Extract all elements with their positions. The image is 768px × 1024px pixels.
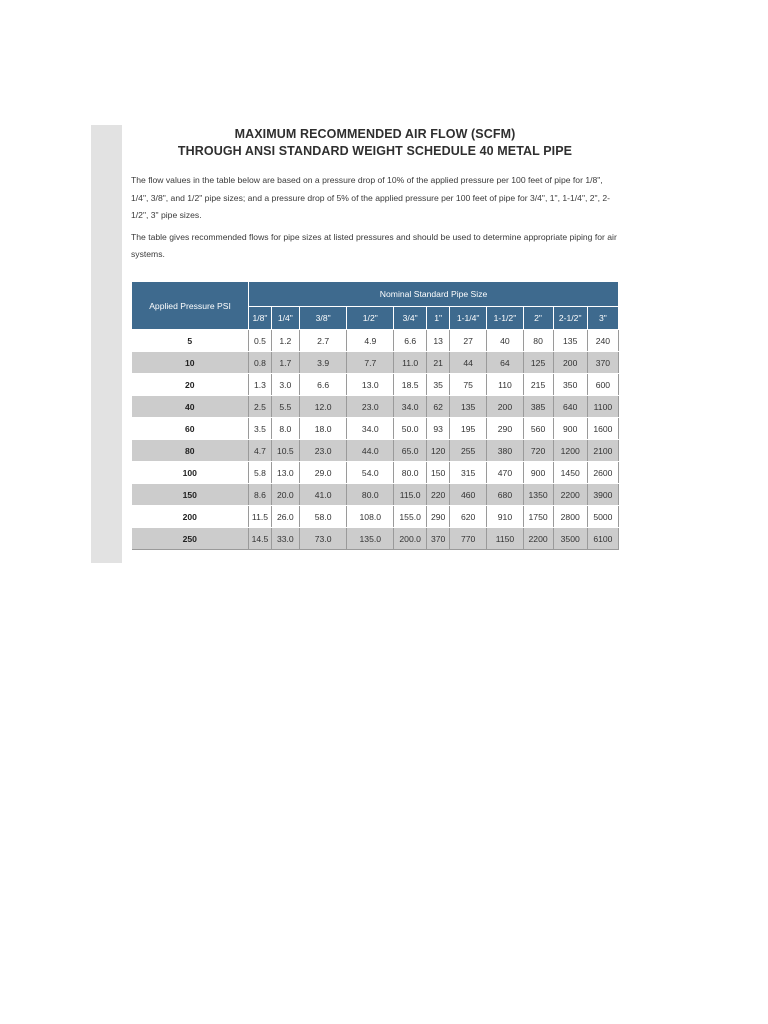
flow-value-cell: 34.0 <box>347 418 394 440</box>
pressure-cell: 200 <box>132 506 249 528</box>
flow-value-cell: 1150 <box>487 528 523 550</box>
flow-value-cell: 1.2 <box>271 330 299 352</box>
flow-value-cell: 200.0 <box>394 528 427 550</box>
pipe-size-header: 3" <box>587 307 618 330</box>
flow-value-cell: 620 <box>450 506 487 528</box>
flow-value-cell: 2600 <box>587 462 618 484</box>
flow-value-cell: 93 <box>427 418 450 440</box>
flow-value-cell: 135 <box>553 330 587 352</box>
flow-value-cell: 5000 <box>587 506 618 528</box>
flow-value-cell: 80.0 <box>347 484 394 506</box>
flow-value-cell: 10.5 <box>271 440 299 462</box>
flow-value-cell: 255 <box>450 440 487 462</box>
pressure-cell: 10 <box>132 352 249 374</box>
flow-value-cell: 35 <box>427 374 450 396</box>
flow-value-cell: 108.0 <box>347 506 394 528</box>
flow-value-cell: 1750 <box>523 506 553 528</box>
flow-value-cell: 23.0 <box>299 440 347 462</box>
pressure-cell: 150 <box>132 484 249 506</box>
flow-value-cell: 770 <box>450 528 487 550</box>
pipe-size-header: 1" <box>427 307 450 330</box>
flow-value-cell: 8.0 <box>271 418 299 440</box>
pipe-size-header: 3/8" <box>299 307 347 330</box>
flow-value-cell: 44.0 <box>347 440 394 462</box>
pipe-size-header: 3/4" <box>394 307 427 330</box>
pressure-cell: 40 <box>132 396 249 418</box>
flow-value-cell: 640 <box>553 396 587 418</box>
flow-value-cell: 115.0 <box>394 484 427 506</box>
flow-value-cell: 1100 <box>587 396 618 418</box>
flow-value-cell: 1600 <box>587 418 618 440</box>
flow-value-cell: 2.7 <box>299 330 347 352</box>
flow-value-cell: 600 <box>587 374 618 396</box>
flow-value-cell: 3.9 <box>299 352 347 374</box>
flow-value-cell: 900 <box>553 418 587 440</box>
flow-value-cell: 40 <box>487 330 523 352</box>
flow-value-cell: 385 <box>523 396 553 418</box>
pipe-size-header: 2-1/2" <box>553 307 587 330</box>
flow-value-cell: 14.5 <box>249 528 272 550</box>
flow-value-cell: 0.5 <box>249 330 272 352</box>
table-row <box>132 418 619 440</box>
flow-value-cell: 5.5 <box>271 396 299 418</box>
flow-value-cell: 2.5 <box>249 396 272 418</box>
table-body <box>132 330 619 550</box>
flow-value-cell: 3900 <box>587 484 618 506</box>
intro-paragraph-2: The table gives recommended flows for pipe sizes at listed pressures and should be used to determine appropriate piping for air systems. <box>131 231 617 259</box>
air-flow-table <box>131 281 619 550</box>
flow-value-cell: 4.7 <box>249 440 272 462</box>
flow-value-cell: 6100 <box>587 528 618 550</box>
flow-value-cell: 23.0 <box>347 396 394 418</box>
flow-value-cell: 720 <box>523 440 553 462</box>
flow-value-cell: 680 <box>487 484 523 506</box>
pipe-size-header: 1/8" <box>249 307 272 330</box>
flow-value-cell: 560 <box>523 418 553 440</box>
pipe-size-header: 1/2" <box>347 307 394 330</box>
document-title <box>131 126 619 160</box>
flow-value-cell: 4.9 <box>347 330 394 352</box>
flow-value-cell: 21 <box>427 352 450 374</box>
document-content <box>131 126 619 544</box>
flow-value-cell: 73.0 <box>299 528 347 550</box>
table-row <box>132 396 619 418</box>
flow-value-cell: 29.0 <box>299 462 347 484</box>
flow-value-cell: 75 <box>450 374 487 396</box>
flow-value-cell: 50.0 <box>394 418 427 440</box>
flow-value-cell: 370 <box>587 352 618 374</box>
pressure-cell: 80 <box>132 440 249 462</box>
flow-value-cell: 240 <box>587 330 618 352</box>
flow-value-cell: 290 <box>487 418 523 440</box>
pipe-size-header: 2" <box>523 307 553 330</box>
table-row <box>132 506 619 528</box>
table-row <box>132 484 619 506</box>
flow-value-cell: 155.0 <box>394 506 427 528</box>
flow-value-cell: 54.0 <box>347 462 394 484</box>
flow-value-cell: 44 <box>450 352 487 374</box>
pressure-cell: 100 <box>132 462 249 484</box>
flow-value-cell: 215 <box>523 374 553 396</box>
row-header-label: Applied Pressure PSI <box>132 282 249 330</box>
flow-value-cell: 220 <box>427 484 450 506</box>
flow-value-cell: 125 <box>523 352 553 374</box>
flow-value-cell: 1200 <box>553 440 587 462</box>
flow-value-cell: 2100 <box>587 440 618 462</box>
flow-value-cell: 20.0 <box>271 484 299 506</box>
flow-value-cell: 2200 <box>553 484 587 506</box>
flow-value-cell: 6.6 <box>299 374 347 396</box>
pipe-size-header: 1/4" <box>271 307 299 330</box>
flow-value-cell: 27 <box>450 330 487 352</box>
flow-value-cell: 370 <box>427 528 450 550</box>
pressure-cell: 20 <box>132 374 249 396</box>
flow-value-cell: 3500 <box>553 528 587 550</box>
flow-value-cell: 11.5 <box>249 506 272 528</box>
flow-value-cell: 3.5 <box>249 418 272 440</box>
flow-value-cell: 200 <box>553 352 587 374</box>
flow-value-cell: 1350 <box>523 484 553 506</box>
flow-value-cell: 200 <box>487 396 523 418</box>
flow-value-cell: 150 <box>427 462 450 484</box>
flow-value-cell: 8.6 <box>249 484 272 506</box>
title-line-2: THROUGH ANSI STANDARD WEIGHT SCHEDULE 40 METAL PIPE <box>177 144 573 158</box>
flow-value-cell: 6.6 <box>394 330 427 352</box>
flow-value-cell: 910 <box>487 506 523 528</box>
flow-value-cell: 65.0 <box>394 440 427 462</box>
flow-value-cell: 290 <box>427 506 450 528</box>
flow-value-cell: 12.0 <box>299 396 347 418</box>
table-row <box>132 440 619 462</box>
flow-value-cell: 460 <box>450 484 487 506</box>
flow-value-cell: 2200 <box>523 528 553 550</box>
flow-value-cell: 120 <box>427 440 450 462</box>
flow-value-cell: 11.0 <box>394 352 427 374</box>
flow-value-cell: 62 <box>427 396 450 418</box>
flow-value-cell: 110 <box>487 374 523 396</box>
flow-value-cell: 0.8 <box>249 352 272 374</box>
flow-value-cell: 80.0 <box>394 462 427 484</box>
flow-value-cell: 350 <box>553 374 587 396</box>
pressure-cell: 60 <box>132 418 249 440</box>
flow-value-cell: 195 <box>450 418 487 440</box>
page-side-bar <box>91 125 122 563</box>
table-row <box>132 352 619 374</box>
flow-value-cell: 1.3 <box>249 374 272 396</box>
flow-value-cell: 33.0 <box>271 528 299 550</box>
title-line-1: MAXIMUM RECOMMENDED AIR FLOW (SCFM) <box>234 127 516 141</box>
flow-value-cell: 13 <box>427 330 450 352</box>
table-row <box>132 374 619 396</box>
flow-value-cell: 470 <box>487 462 523 484</box>
pressure-cell: 5 <box>132 330 249 352</box>
flow-value-cell: 41.0 <box>299 484 347 506</box>
pipe-size-header: 1-1/4" <box>450 307 487 330</box>
pressure-cell: 250 <box>132 528 249 550</box>
flow-value-cell: 7.7 <box>347 352 394 374</box>
flow-value-cell: 5.8 <box>249 462 272 484</box>
flow-value-cell: 1.7 <box>271 352 299 374</box>
flow-value-cell: 315 <box>450 462 487 484</box>
flow-value-cell: 13.0 <box>347 374 394 396</box>
flow-value-cell: 2800 <box>553 506 587 528</box>
flow-value-cell: 34.0 <box>394 396 427 418</box>
flow-value-cell: 380 <box>487 440 523 462</box>
flow-value-cell: 80 <box>523 330 553 352</box>
pipe-size-header: 1-1/2" <box>487 307 523 330</box>
flow-value-cell: 3.0 <box>271 374 299 396</box>
flow-value-cell: 58.0 <box>299 506 347 528</box>
flow-value-cell: 135 <box>450 396 487 418</box>
flow-value-cell: 1450 <box>553 462 587 484</box>
flow-value-cell: 64 <box>487 352 523 374</box>
flow-value-cell: 900 <box>523 462 553 484</box>
flow-value-cell: 18.0 <box>299 418 347 440</box>
table-row <box>132 462 619 484</box>
group-header-label: Nominal Standard Pipe Size <box>249 282 619 307</box>
table-row <box>132 330 619 352</box>
flow-value-cell: 13.0 <box>271 462 299 484</box>
table-row <box>132 528 619 550</box>
flow-value-cell: 18.5 <box>394 374 427 396</box>
intro-paragraph-1: The flow values in the table below are based on a pressure drop of 10% of the applied pressure per 100 feet of pipe for 1/8", 1/4", 3/8", and 1/2" pipe sizes; and a pressure drop of 5% of the applied pressure per 100 feet of pipe for 3/4", 1", 1-1/4", 2", 2-1/2", 3" pipe sizes. <box>131 175 611 220</box>
flow-value-cell: 135.0 <box>347 528 394 550</box>
flow-value-cell: 26.0 <box>271 506 299 528</box>
